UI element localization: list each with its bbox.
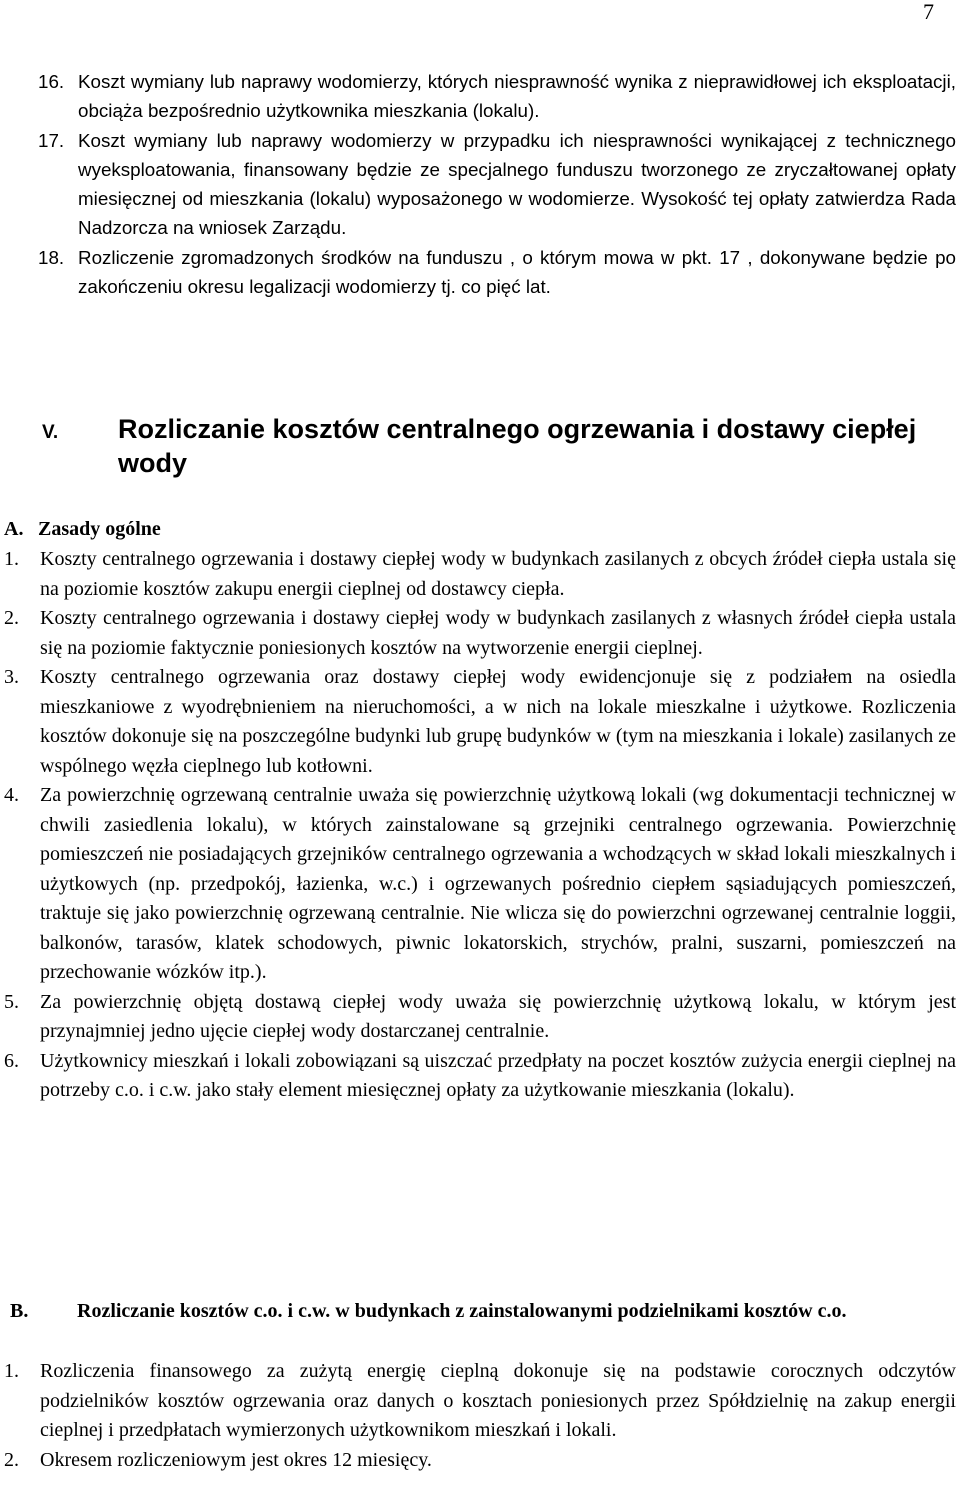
list-item-text: Za powierzchnię objętą dostawą ciepłej wody uważa się powierzchnię użytkową lokalu, w którym jest przynajmniej jedno ujęcie ciepłej wody dostarczanej centralnie. [40,990,956,1042]
list-item [4,1047,956,1106]
subsection-title: Zasady ogólne [38,518,161,540]
subsection-b-list [4,1357,956,1475]
list-item [38,67,956,126]
list-item-number: 1. [4,1360,19,1382]
list-item [4,545,956,604]
section-heading [42,412,956,480]
list-item-number: 18. [38,246,65,268]
list-item [4,663,956,781]
list-item [4,1446,956,1476]
list-item-number: 5. [4,990,19,1013]
list-item-number: 6. [4,1049,19,1072]
list-item-number: 2. [4,1448,19,1471]
list-item-text: Koszty centralnego ogrzewania i dostawy ciepłej wody w budynkach zasilanych z obcych źródeł ciepła ustala się na poziomie kosztów zakupu energii cieplnej od dostawcy ciepła. [40,548,956,600]
section-title: Rozliczanie kosztów centralnego ogrzewania i dostawy ciepłej wody [118,414,917,478]
subsection-b-heading [10,1296,956,1326]
list-item-number: 4. [4,784,19,806]
list-item [38,126,956,243]
list-item-text: Koszt wymiany lub naprawy wodomierzy, których niesprawność wynika z nieprawidłowej ich eksploatacji, obciąża bezpośrednio użytkownika mieszkania (lokalu). [78,71,956,122]
list-item [4,1357,956,1446]
list-item [4,604,956,663]
list-item-text: Za powierzchnię ogrzewaną centralnie uważa się powierzchnię użytkową lokali (wg dokumentacji technicznej w chwili zasiedlenia lokalu), w których zainstalowane są grzejniki centralnego ogrzewania. Powierzchnię pomieszczeń nie posiadających grzejników centralnego ogrzewania a wchodzących w skład lokali mieszkalnych i użytkowych (np. przedpokój, łazienka, w.c.) i ogrzewanych pośrednio ciepłem sąsiadujących pomieszczeń, traktuje się jako powierzchnię ogrzewaną centralnie. Nie wlicza się do powierzchni ogrzewanej centralnie loggii, balkonów, tarasów, klatek schodowych, piwnic lokatorskich, strychów, pralni, suszarni, pomieszczeń na przechowanie wózków itp.). [40,784,956,983]
list-item-text: Koszty centralnego ogrzewania oraz dostawy ciepłej wody ewidencjonuje się z podziałem na osiedla mieszkaniowe z wyodrębnieniem na nieruchomości, a w nich na lokale mieszkalne i użytkowe. Rozliczenia kosztów dokonuje się na poszczególne budynki lub grupę budynków w (tym na mieszkania i lokale) zasilanych ze wspólnego węzła cieplnego lub kotłowni. [40,666,956,777]
list-item-number: 16. [38,71,65,92]
subsection-letter: A. [4,518,24,540]
list-item [4,988,956,1047]
subsection-a-heading [4,515,161,543]
subsection-title: Rozliczanie kosztów c.o. i c.w. w budynkach z zainstalowanymi podzielnikami kosztów c.o. [77,1300,847,1322]
list-item-text: Rozliczenie zgromadzonych środków na funduszu , o którym mowa w pkt. 17 , dokonywane będzie po zakończeniu okresu legalizacji wodomierzy tj. co pięć lat. [78,246,956,298]
list-item [38,243,956,302]
subsection-letter: B. [10,1300,29,1322]
list-item-text: Koszty centralnego ogrzewania i dostawy ciepłej wody w budynkach zasilanych z własnych źródeł ciepła ustala się na poziomie faktycznie poniesionych kosztów na wytworzenie energii cieplnej. [40,607,956,659]
page-number: 7 [923,0,934,24]
subsection-a-list [4,545,956,1106]
list-item-text: Okresem rozliczeniowym jest okres 12 miesięcy. [40,1448,432,1471]
list-item-number: 17. [38,129,65,151]
top-numbered-list [38,67,956,301]
list-item-number: 2. [4,607,19,629]
list-item [4,781,956,988]
list-item-number: 3. [4,666,19,688]
list-item-text: Użytkownicy mieszkań i lokali zobowiązani są uiszczać przedpłaty na poczet kosztów zużycia energii cieplnej na potrzeby c.o. i c.w. jako stały element miesięcznej opłaty za użytkowanie mieszkania (lokalu). [40,1049,956,1101]
list-item-number: 1. [4,548,19,570]
section-number: V. [42,422,59,443]
list-item-text: Rozliczenia finansowego za zużytą energię cieplną dokonuje się na podstawie corocznych odczytów podzielników kosztów ogrzewania oraz danych o kosztach poniesionych przez Spółdzielnię na zakup energii cieplnej i przedpłatach wymierzonych użytkownikom mieszkań i lokali. [40,1360,956,1441]
list-item-text: Koszt wymiany lub naprawy wodomierzy w przypadku ich niesprawności wynikającej z technicznego wyeksploatowania, finansowany będzie ze specjalnego funduszu tworzonego ze zryczałtowanej opłaty miesięcznej od mieszkania (lokalu) wyposażonego w wodomierze. Wysokość tej opłaty zatwierdza Rada Nadzorcza na wniosek Zarządu. [78,129,956,239]
